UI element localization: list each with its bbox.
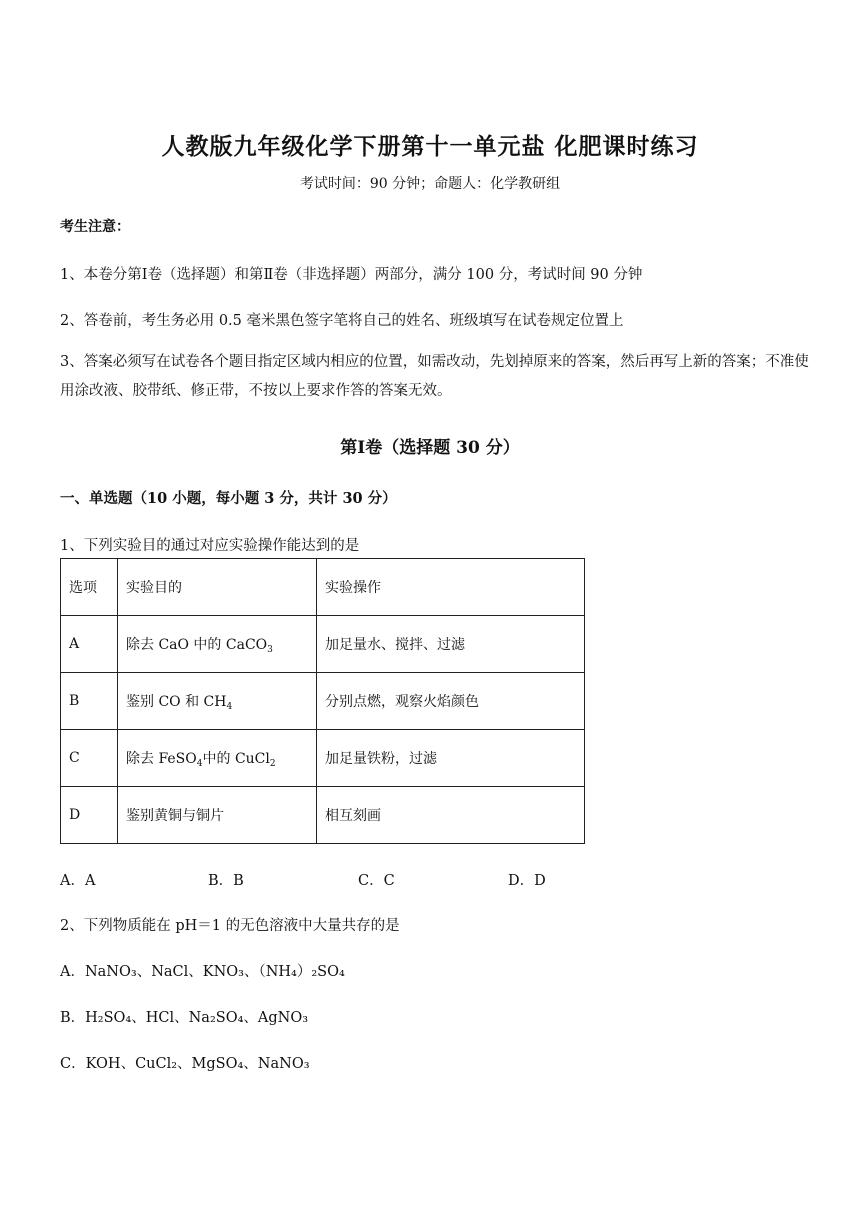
exam-info: 考试时间：90 分钟；命题人：化学教研组: [299, 176, 561, 192]
table-header-cell: 实验目的: [118, 559, 317, 616]
question-2-stem: 2、下列物质能在 pH＝1 的无色溶液中大量共存的是: [60, 918, 400, 934]
experiment-goal: 除去 FeSO$_4$中的 CuCl$_2$: [118, 730, 317, 787]
answer-choice-b: B．B: [208, 873, 244, 889]
experiment-goal: 鉴别黄铜与铜片: [118, 787, 317, 844]
table-row: [61, 787, 585, 844]
table-header-row: [61, 559, 585, 616]
question-1-table: [60, 558, 585, 844]
option-label: B: [61, 673, 118, 730]
answer-choice-c: C．C: [358, 873, 395, 889]
table-row: [61, 673, 585, 730]
question-group-title: 一、单选题（10 小题，每小题 3 分，共计 30 分）: [60, 490, 397, 507]
question-2-option-b: B．H₂SO₄、HCl、Na₂SO₄、AgNO₃: [60, 1010, 309, 1026]
page-title: 人教版九年级化学下册第十一单元盐 化肥课时练习: [161, 133, 699, 160]
experiment-operation: 分别点燃，观察火焰颜色: [317, 673, 585, 730]
table-header-cell: 实验操作: [317, 559, 585, 616]
question-1-stem: 1、下列实验目的通过对应实验操作能达到的是: [60, 538, 360, 554]
experiment-goal: 鉴别 CO 和 $CH_4$: [118, 673, 317, 730]
table-row: [61, 730, 585, 787]
notice-item-2: 2、答卷前，考生务必用 0.5 毫米黑色签字笔将自己的姓名、班级填写在试卷规定位置上: [60, 313, 624, 329]
experiment-operation: 加足量水、搅拌、过滤: [317, 616, 585, 673]
option-label: A: [61, 616, 118, 673]
experiment-operation: 加足量铁粉，过滤: [317, 730, 585, 787]
answer-choice-a: A．A: [60, 873, 96, 889]
option-label: C: [61, 730, 118, 787]
table-header-cell: 选项: [61, 559, 118, 616]
experiment-operation: 相互刻画: [317, 787, 585, 844]
notice-item-1: 1、本卷分第Ⅰ卷（选择题）和第Ⅱ卷（非选择题）两部分，满分 100 分，考试时间 90 分钟: [60, 267, 643, 283]
experiment-goal: 除去 CaO 中的 CaCO$_3$: [118, 616, 317, 673]
notice-item-3: 3、答案必须写在试卷各个题目指定区域内相应的位置，如需改动，先划掉原来的答案，然后再写上新的答案；不准使用涂改液、胶带纸、修正带，不按以上要求作答的答案无效。: [60, 354, 809, 399]
answer-choice-d: D．D: [508, 873, 546, 889]
notice-heading: 考生注意：: [60, 219, 130, 235]
question-2-option-a: A．NaNO₃、NaCl、KNO₃、（NH₄）₂SO₄: [60, 964, 345, 980]
table-row: [61, 616, 585, 673]
question-2-option-c: C．KOH、CuCl₂、MgSO₄、NaNO₃: [60, 1056, 310, 1072]
option-label: D: [61, 787, 118, 844]
section-title: 第Ⅰ卷（选择题 30 分）: [340, 438, 520, 458]
